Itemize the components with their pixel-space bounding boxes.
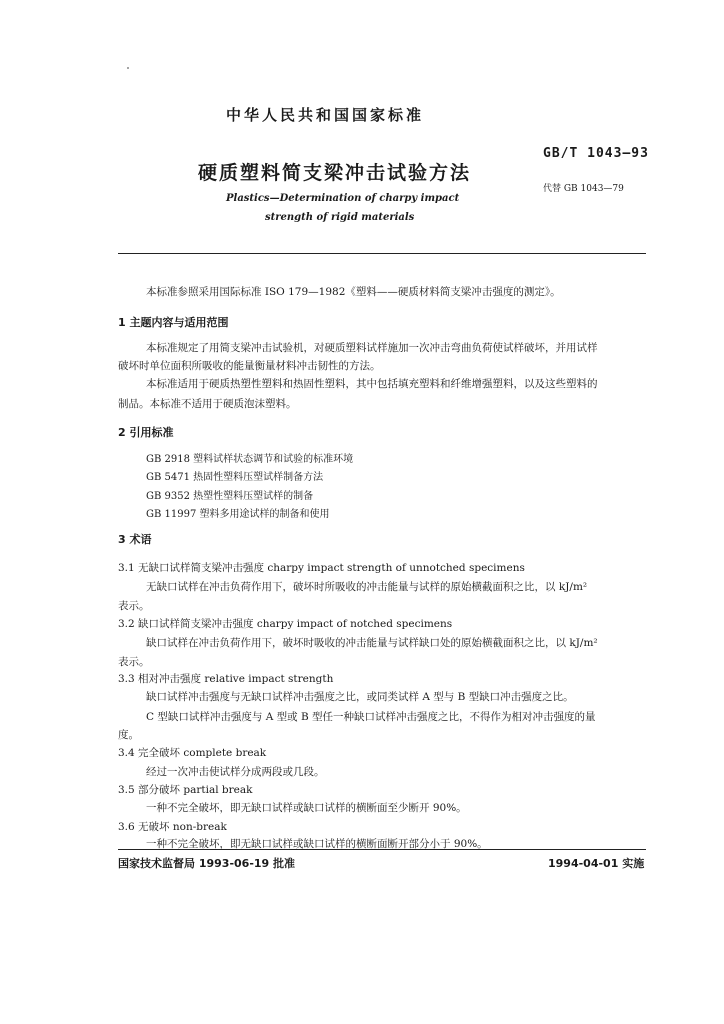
term-3-2-line1: 缺口试样在冲击负荷作用下，破坏时吸收的冲击能量与试样缺口处的原始横截面积之比，以 kJ/m² <box>146 637 598 649</box>
header-divider <box>118 253 646 254</box>
section-1-heading: 1 主题内容与适用范围 <box>118 316 229 329</box>
section-1-p1-line2: 破坏时单位面积所吸收的能量衡量材料冲击韧性的方法。 <box>118 360 381 372</box>
reference-item: GB 11997 塑料多用途试样的制备和使用 <box>146 509 330 520</box>
reference-item: GB 5471 热固性塑料压塑试样制备方法 <box>146 472 324 483</box>
document-title-en-line1: Plastics—Determination of charpy impact <box>226 193 460 204</box>
term-3-5-line1: 一种不完全破坏，即无缺口试样或缺口试样的横断面至少断开 90%。 <box>146 802 467 814</box>
issuing-organization: 中华人民共和国国家标准 <box>226 106 425 124</box>
replaces-note: 代替 GB 1043—79 <box>543 184 624 194</box>
term-3-3-line3: 度。 <box>118 729 139 741</box>
scan-speck <box>127 67 129 69</box>
term-3-1-line1: 无缺口试样在冲击负荷作用下，破坏时所吸收的冲击能量与试样的原始横截面积之比，以 kJ/m² <box>146 581 588 593</box>
term-3-2-line2: 表示。 <box>118 656 150 668</box>
term-3-2-title: 3.2 缺口试样简支梁冲击强度 charpy impact of notched specimens <box>118 618 453 630</box>
term-3-3-title: 3.3 相对冲击强度 relative impact strength <box>118 673 334 685</box>
term-3-6-title: 3.6 无破坏 non-break <box>118 821 227 833</box>
term-3-3-line1: 缺口试样冲击强度与无缺口试样冲击强度之比，或同类试样 A 型与 B 型缺口冲击强度之比。 <box>146 691 574 703</box>
section-2-heading: 2 引用标准 <box>118 426 174 439</box>
section-1-p2-line1: 本标准适用于硬质热塑性塑料和热固性塑料，其中包括填充塑料和纤维增强塑料，以及这些塑料的 <box>146 378 598 390</box>
term-3-5-title: 3.5 部分破坏 partial break <box>118 784 253 796</box>
term-3-3-line2: C 型缺口试样冲击强度与 A 型或 B 型任一种缺口试样冲击强度之比，不得作为相对冲击强度的量 <box>146 711 596 723</box>
standard-code: GB/T 1043—93 <box>543 146 649 161</box>
term-3-4-line1: 经过一次冲击使试样分成两段或几段。 <box>146 766 325 778</box>
document-title-en-line2: strength of rigid materials <box>265 212 415 223</box>
footer-divider <box>118 849 646 850</box>
reference-item: GB 2918 塑料试样状态调节和试验的标准环境 <box>146 454 354 465</box>
term-3-1-title: 3.1 无缺口试样简支梁冲击强度 charpy impact strength of unnotched specimens <box>118 562 525 574</box>
section-3-heading: 3 术语 <box>118 533 152 546</box>
document-title-cn: 硬质塑料简支梁冲击试验方法 <box>198 162 472 184</box>
term-3-1-line2: 表示。 <box>118 600 150 612</box>
section-1-p1-line1: 本标准规定了用简支梁冲击试验机，对硬质塑料试样施加一次冲击弯曲负荷使试样破坏，并用试样 <box>146 342 598 354</box>
section-1-p2-line2: 制品。本标准不适用于硬质泡沫塑料。 <box>118 398 297 410</box>
intro-paragraph: 本标准参照采用国际标准 ISO 179—1982《塑料——硬质材料简支梁冲击强度的测定》。 <box>146 286 561 298</box>
approval-date: 国家技术监督局 1993-06-19 批准 <box>118 857 296 870</box>
reference-item: GB 9352 热塑性塑料压塑试样的制备 <box>146 491 314 502</box>
term-3-6-line1: 一种不完全破坏，即无缺口试样或缺口试样的横断面断开部分小于 90%。 <box>146 838 488 850</box>
implementation-date: 1994-04-01 实施 <box>548 857 645 870</box>
term-3-4-title: 3.4 完全破坏 complete break <box>118 747 267 759</box>
